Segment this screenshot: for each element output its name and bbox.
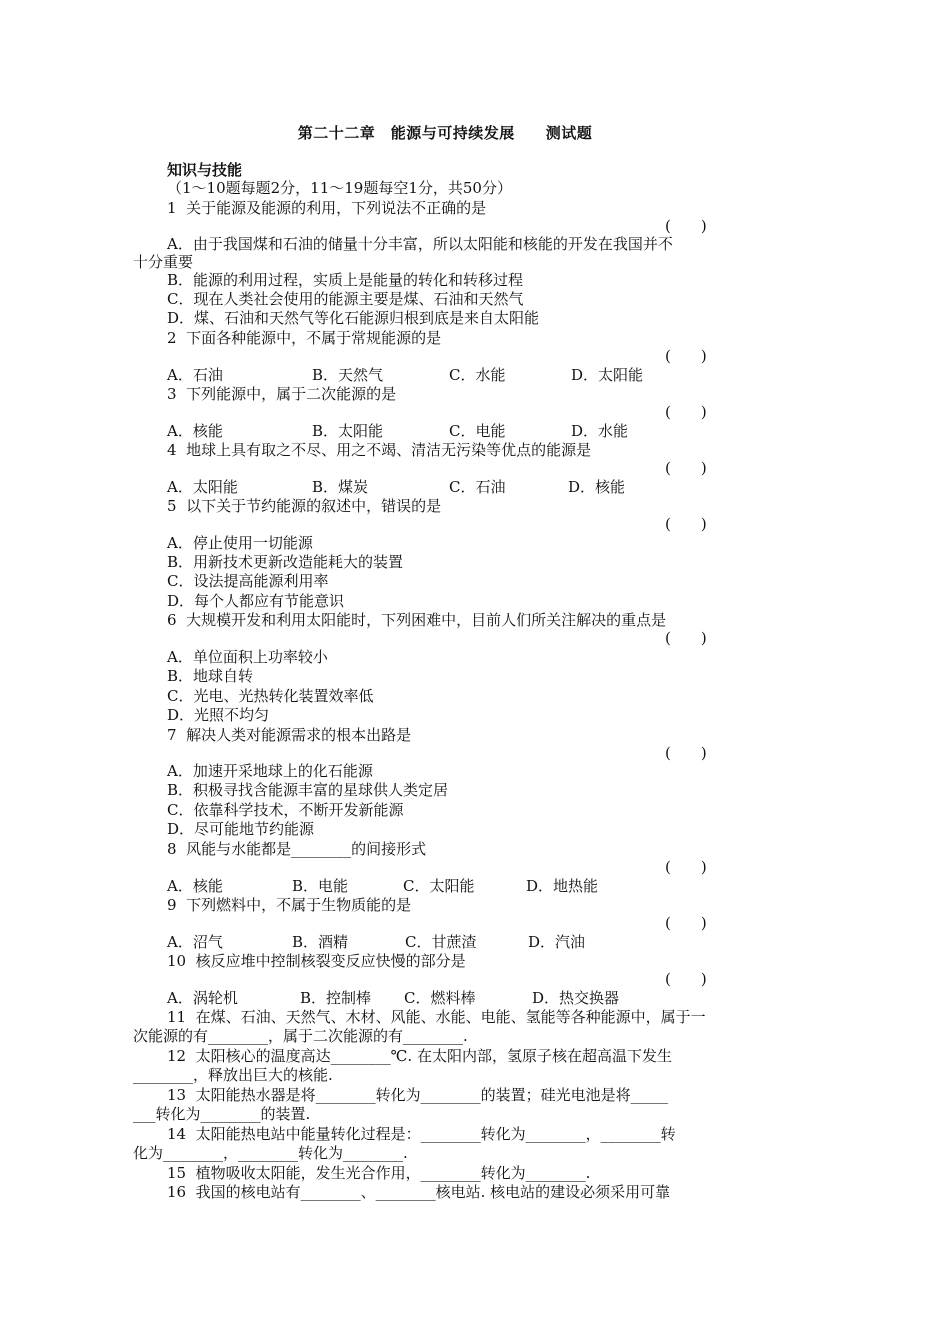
question-8-stem: 8 风能与水能都是________的间接形式 <box>167 840 427 858</box>
question-4-option-c: C．石油 <box>449 478 506 496</box>
question-3-option-d: D．水能 <box>571 422 629 440</box>
answer-bracket: ( ) <box>665 744 707 762</box>
question-13-line-1: 13 太阳能热水器是将________转化为________的装置；硅光电池是将_____ <box>167 1086 669 1104</box>
question-5-option-c: C．设法提高能源利用率 <box>167 572 329 590</box>
question-5-option-b: B．用新技术更新改造能耗大的装置 <box>167 553 404 571</box>
question-1-stem: 1 关于能源及能源的利用，下列说法不正确的是 <box>167 199 487 217</box>
question-3-stem: 3 下列能源中，属于二次能源的是 <box>167 385 397 403</box>
question-6-option-b: B．地球自转 <box>167 667 254 685</box>
question-12-line-2: ________，释放出巨大的核能. <box>133 1066 333 1084</box>
question-10-stem: 10 核反应堆中控制核裂变反应快慢的部分是 <box>167 952 466 970</box>
question-7-option-b: B．积极寻找含能源丰富的星球供人类定居 <box>167 781 449 799</box>
question-1-option-b: B．能源的利用过程，实质上是能量的转化和转移过程 <box>167 271 524 289</box>
question-12-line-1: 12 太阳核心的温度高达________℃. 在太阳内部，氢原子核在超高温下发生 <box>167 1047 672 1065</box>
question-4-option-d: D．核能 <box>568 478 626 496</box>
question-6-option-d: D．光照不均匀 <box>167 706 270 724</box>
question-5-option-a: A．停止使用一切能源 <box>167 534 313 552</box>
answer-bracket: ( ) <box>665 914 707 932</box>
question-1-option-c: C．现在人类社会使用的能源主要是煤、石油和天然气 <box>167 290 524 308</box>
question-2-stem: 2 下面各种能源中，不属于常规能源的是 <box>167 329 442 347</box>
answer-bracket: ( ) <box>665 515 707 533</box>
answer-bracket: ( ) <box>665 347 707 365</box>
question-3-option-b: B．太阳能 <box>312 422 384 440</box>
question-7-option-a: A．加速开采地球上的化石能源 <box>167 762 373 780</box>
question-1-option-d: D．煤、石油和天然气等化石能源归根到底是来自太阳能 <box>167 309 540 327</box>
question-3-option-c: C．电能 <box>449 422 506 440</box>
answer-bracket: ( ) <box>665 459 707 477</box>
question-2-option-b: B．天然气 <box>312 366 384 384</box>
question-4-stem: 4 地球上具有取之不尽、用之不竭、清洁无污染等优点的能源是 <box>167 441 592 459</box>
question-2-option-c: C．水能 <box>449 366 506 384</box>
answer-bracket: ( ) <box>665 970 707 988</box>
question-5-stem: 5 以下关于节约能源的叙述中，错误的是 <box>167 497 442 515</box>
answer-bracket: ( ) <box>665 858 707 876</box>
question-7-option-c: C．依靠科学技术，不断开发新能源 <box>167 801 404 819</box>
section-heading: 知识与技能 <box>167 161 243 179</box>
question-7-option-d: D．尽可能地节约能源 <box>167 820 315 838</box>
question-6-stem: 6 大规模开发和利用太阳能时，下列困难中，目前人们所关注解决的重点是 <box>167 611 667 629</box>
question-10-option-a: A．涡轮机 <box>167 989 238 1007</box>
question-9-option-c: C．甘蔗渣 <box>405 933 477 951</box>
question-5-option-d: D．每个人都应有节能意识 <box>167 592 345 610</box>
answer-bracket: ( ) <box>665 629 707 647</box>
question-8-option-a: A．核能 <box>167 877 223 895</box>
question-3-option-a: A．核能 <box>167 422 223 440</box>
question-4-option-a: A．太阳能 <box>167 478 238 496</box>
question-7-stem: 7 解决人类对能源需求的根本出路是 <box>167 726 412 744</box>
question-11-line-2: 次能源的有________，属于二次能源的有________. <box>133 1027 468 1045</box>
question-1-option-a: A．由于我国煤和石油的储量十分丰富，所以太阳能和核能的开发在我国并不 <box>167 235 673 253</box>
question-9-option-b: B．酒精 <box>292 933 349 951</box>
question-9-option-a: A．沼气 <box>167 933 223 951</box>
question-14-line-1: 14 太阳能热电站中能量转化过程是：________转化为________，________转 <box>167 1125 676 1143</box>
question-13-line-2: ___转化为________的装置. <box>133 1105 311 1123</box>
answer-bracket: ( ) <box>665 403 707 421</box>
question-8-option-c: C．太阳能 <box>403 877 475 895</box>
question-9-stem: 9 下列燃料中，不属于生物质能的是 <box>167 896 412 914</box>
question-2-option-d: D．太阳能 <box>571 366 644 384</box>
answer-bracket: ( ) <box>665 217 707 235</box>
question-15-line-1: 15 植物吸收太阳能，发生光合作用，________转化为________. <box>167 1164 591 1182</box>
question-8-option-b: B．电能 <box>292 877 349 895</box>
question-11-line-1: 11 在煤、石油、天然气、木材、风能、水能、电能、氢能等各种能源中，属于一 <box>167 1008 706 1026</box>
question-9-option-d: D．汽油 <box>528 933 586 951</box>
question-6-option-a: A．单位面积上功率较小 <box>167 648 328 666</box>
page-title: 第二十二章 能源与可持续发展 测试题 <box>297 124 593 142</box>
question-6-option-c: C．光电、光热转化装置效率低 <box>167 687 374 705</box>
question-10-option-d: D．热交换器 <box>532 989 620 1007</box>
question-14-line-2: 化为________，________转化为________. <box>133 1144 408 1162</box>
question-16-line-1: 16 我国的核电站有________、________核电站. 核电站的建设必须采用可靠 <box>167 1183 671 1201</box>
question-10-option-c: C．燃料棒 <box>404 989 476 1007</box>
question-10-option-b: B．控制棒 <box>300 989 372 1007</box>
question-1-option-a-cont: 十分重要 <box>133 253 194 271</box>
question-2-option-a: A．石油 <box>167 366 223 384</box>
question-8-option-d: D．地热能 <box>526 877 599 895</box>
question-4-option-b: B．煤炭 <box>312 478 369 496</box>
scoring-note: （1～10题每题2分，11～19题每空1分，共50分） <box>167 179 512 197</box>
